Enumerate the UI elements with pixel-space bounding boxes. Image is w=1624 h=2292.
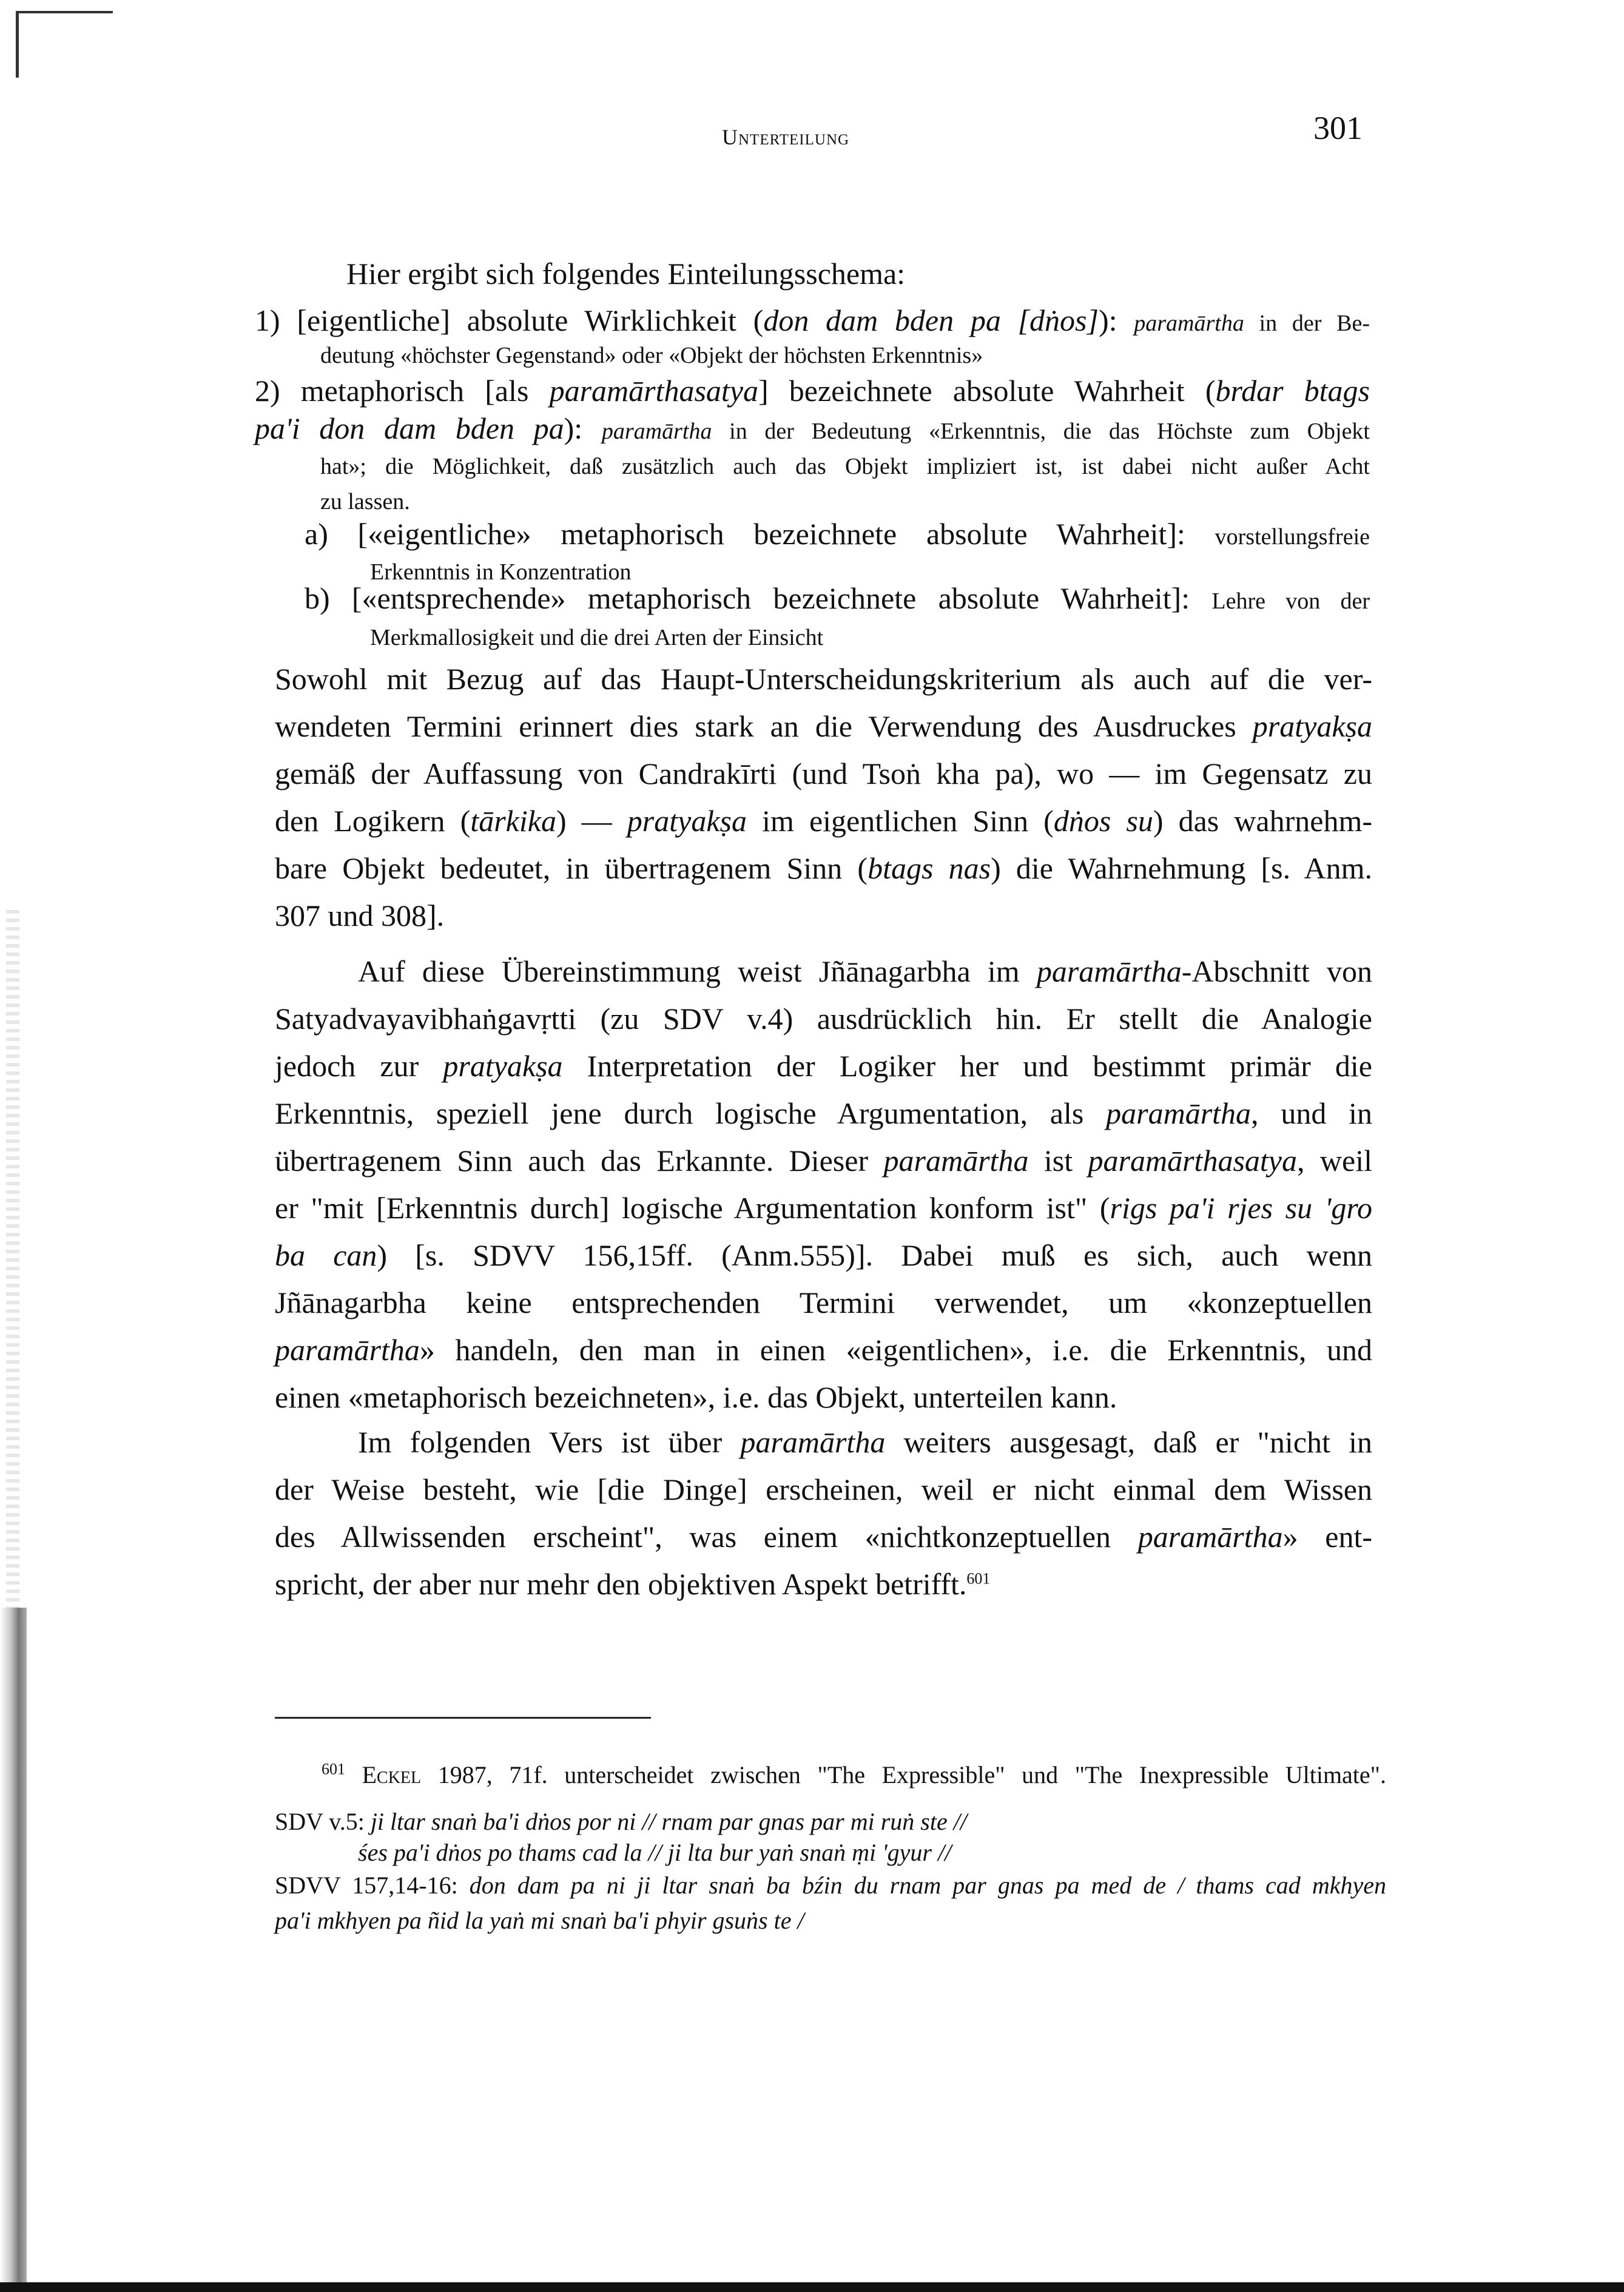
paragraph-line (275, 1470, 1372, 1509)
text-run: ist (1028, 1144, 1088, 1178)
text-run: pratyakṣa (1252, 709, 1372, 743)
text-run: , und in (1251, 1096, 1372, 1130)
text-run: Erkenntnis, speziell jene durch logische Argumentation, als (275, 1096, 1107, 1130)
text-run: paramārtha (1036, 954, 1182, 988)
text-run: pa'i don dam bden pa (255, 411, 564, 445)
text-run: , weil (1297, 1144, 1372, 1178)
running-header: Unterteilung (722, 125, 850, 149)
text-run: ) das wahrnehm- (1153, 804, 1373, 838)
text-run: ) — (556, 804, 627, 838)
text-run: paramārtha (1137, 1520, 1283, 1554)
paragraph-line (275, 896, 1372, 935)
text-run: wendeten Termini erinnert dies stark an die Verwendung des Ausdruckes (275, 709, 1253, 743)
text-run: b) [«entsprechende» metaphorisch bezeichnete absolute Wahrheit]: (305, 581, 1212, 615)
text-run: śes pa'i dṅos po thams cad la // ji lta bur yaṅ snaṅ ṃi 'gyur // (358, 1839, 952, 1866)
text-run: btags nas (868, 851, 991, 885)
text-run: der Weise besteht, wie [die Dinge] erscheinen, weil er nicht einmal dem Wissen (275, 1472, 1372, 1506)
paragraph-line (275, 754, 1372, 793)
text-run: ): (1098, 303, 1134, 337)
text-run: ) die Wahrnehmung [s. Anm. (991, 851, 1373, 885)
paragraph-line (275, 659, 1372, 698)
paragraph-line (275, 1094, 1372, 1133)
text-run: pratyakṣa (443, 1049, 563, 1083)
scan-edge-mark (16, 11, 19, 78)
scan-binding-shadow (6, 910, 19, 1608)
text-run: don dam bden pa [dṅos] (763, 303, 1099, 337)
text-run: tārkika (470, 804, 556, 838)
paragraph-line (275, 1141, 1372, 1180)
scan-edge-mark (16, 11, 113, 13)
text-run: pa'i mkhyen pa ñid la yaṅ mi snaṅ ba'i phyir gsuṅs te / (275, 1907, 804, 1934)
paragraph-line (275, 1283, 1372, 1322)
text-run: paramārthasatya (1088, 1144, 1297, 1178)
text-run (345, 1761, 362, 1788)
paragraph-line (358, 1423, 1372, 1461)
text-run: rigs pa'i rjes su 'gro (1110, 1191, 1372, 1225)
text-run: Interpretation der Logiker her und bestimmt primär die (562, 1049, 1373, 1083)
text-run: 307 und 308]. (275, 898, 445, 932)
text-run: don dam pa ni ji ltar snaṅ ba bźin du rnam par gnas pa med de / thams cad mkhyen (469, 1872, 1386, 1899)
text-run: Erkenntnis in Konzentration (370, 559, 632, 585)
paragraph-line (275, 1378, 1372, 1417)
text-run: in der Be- (1244, 311, 1370, 336)
text-run: pratyakṣa (627, 804, 747, 838)
text-run: im eigentlichen Sinn ( (747, 804, 1054, 838)
schema-line (370, 615, 1370, 657)
footnote-marker: 601 (966, 1569, 991, 1588)
text-run: hat»; die Möglichkeit, daß zusätzlich auch das Objekt impliziert ist, ist dabei nicht außer Acht (320, 454, 1370, 479)
text-run: brdar btags (1215, 374, 1370, 408)
footnote-line (275, 1866, 1386, 1905)
text-run: in der Bedeutung «Erkenntnis, die das Höchste zum Objekt (712, 419, 1370, 444)
text-run: paramārtha (883, 1144, 1029, 1178)
paragraph-line (275, 1188, 1372, 1227)
text-run: vorstellungsfreie (1215, 524, 1370, 550)
scan-binding-shadow (0, 1608, 27, 2292)
text-run: Im folgenden Vers ist über (358, 1425, 741, 1459)
footnote-rule (275, 1717, 651, 1719)
text-run: » ent- (1282, 1520, 1373, 1554)
page-number: 301 (1313, 110, 1363, 146)
text-run: ba can (275, 1238, 377, 1272)
text-run: jedoch zur (275, 1049, 443, 1083)
text-run: » handeln, den man in einen «eigentlichen», i.e. die Erkenntnis, und (419, 1333, 1372, 1367)
text-run: paramārtha (601, 419, 712, 444)
text-run: paramārtha (275, 1333, 420, 1367)
text-run: weiters ausgesagt, daß er "nicht in (885, 1425, 1372, 1459)
text-run: paramārthasatya (549, 374, 759, 408)
text-run: er "mit [Erkenntnis durch] logische Argumentation konform ist" ( (275, 1191, 1110, 1225)
text-run: bare Objekt bedeutet, in übertragenem Sinn ( (275, 851, 868, 885)
text-run: ] bezeichnete absolute Wahrheit ( (758, 374, 1216, 408)
text-run: ): (564, 411, 602, 445)
text-run: paramārtha (1106, 1096, 1252, 1130)
text-run: zu lassen. (320, 489, 410, 514)
paragraph-line (275, 707, 1372, 746)
text-run: Lehre von der (1211, 588, 1370, 614)
text-run: Auf diese Übereinstimmung weist Jñānagarbha im (358, 954, 1037, 988)
text-run: ) [s. SDVV 156,15ff. (Anm.555)]. Dabei muß es sich, auch wenn (377, 1238, 1372, 1272)
text-run: a) [«eigentliche» metaphorisch bezeichnete absolute Wahrheit]: (305, 517, 1215, 551)
text-run: spricht, der aber nur mehr den objektiven Aspekt betrifft. (275, 1567, 967, 1601)
text-run: des Allwissenden erscheint", was einem «nichtkonzeptuellen (275, 1520, 1138, 1554)
text-run: SDVV 157,14-16: (275, 1872, 470, 1899)
text-run: Sowohl mit Bezug auf das Haupt-Unterscheidungskriterium als auch auf die ver- (275, 662, 1372, 696)
text-run: Satyadvayavibhaṅgavṛtti (zu SDV v.4) ausdrücklich hin. Er stellt die Analogie (275, 1002, 1372, 1036)
text-run: übertragenem Sinn auch das Erkannte. Dieser (275, 1144, 884, 1178)
schema-line (305, 579, 1370, 621)
schema-line (346, 254, 1370, 293)
text-run: 1) [eigentliche] absolute Wirklichkeit ( (255, 303, 764, 337)
text-run: paramārtha (1134, 311, 1244, 336)
paragraph-line (275, 1330, 1372, 1369)
schema-line (255, 371, 1370, 410)
text-run: einen «metaphorisch bezeichneten», i.e. das Objekt, unterteilen kann. (275, 1380, 1117, 1414)
text-run: Jñānagarbha keine entsprechenden Termini verwendet, um «konzeptuellen (275, 1286, 1372, 1320)
paragraph-line (275, 1236, 1372, 1275)
footnote-line (322, 1756, 1386, 1795)
scan-bottom-edge (0, 2282, 1624, 2292)
text-run: den Logikern ( (275, 804, 471, 838)
paragraph-line (275, 801, 1372, 840)
text-run: paramārtha (740, 1425, 886, 1459)
footnote-marker: 601 (322, 1760, 345, 1778)
schema-line (320, 333, 1370, 375)
paragraph-line (358, 952, 1372, 991)
text-run: Merkmallosigkeit und die drei Arten der Einsicht (370, 625, 824, 650)
text-run: 1987, 71f. unterscheidet zwischen "The Expressible" und "The Inexpressible Ultimate". (421, 1761, 1386, 1788)
paragraph-line (275, 1047, 1372, 1085)
paragraph-line (275, 849, 1372, 888)
text-run: -Abschnitt von (1181, 954, 1372, 988)
text-run: gemäß der Auffassung von Candrakīrti (und Tsoṅ kha pa), wo — im Gegensatz zu (275, 757, 1372, 790)
paragraph-line (275, 999, 1372, 1038)
text-run: Eckel (362, 1761, 422, 1788)
text-run: 2) metaphorisch [als (255, 374, 550, 408)
text-run: Hier ergibt sich folgendes Einteilungsschema: (346, 257, 906, 291)
paragraph-line (275, 1565, 1372, 1603)
footnote-line (275, 1901, 1386, 1940)
text-run: SDV v.5: (275, 1808, 371, 1835)
paragraph-line (275, 1517, 1372, 1556)
text-run: ji ltar snaṅ ba'i dṅos por ni // rnam par gnas par mi ruṅ ste // (370, 1808, 967, 1835)
text-run: deutung «höchster Gegenstand» oder «Objekt der höchsten Erkenntnis» (320, 343, 983, 368)
text-run: dṅos su (1053, 804, 1153, 838)
